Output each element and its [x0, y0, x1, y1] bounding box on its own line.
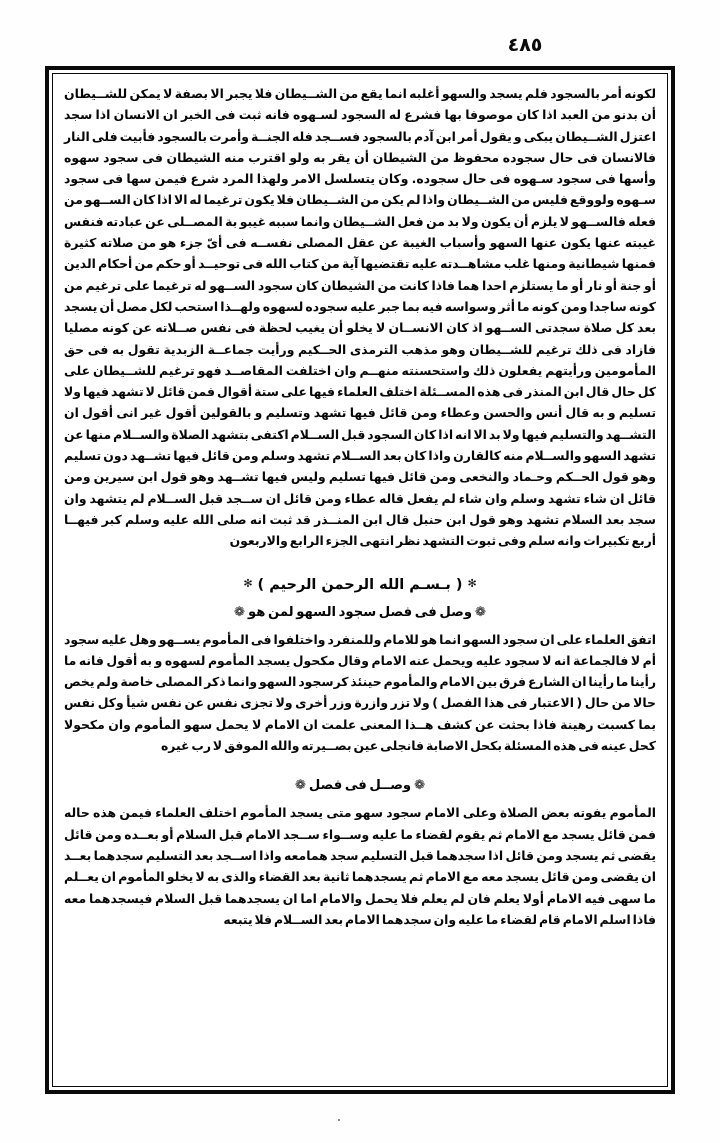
ornament-star-right: ✻ [243, 576, 253, 590]
ornament-flower-right-1: ❁ [234, 604, 245, 620]
text-column [53, 74, 667, 936]
page-number [0, 34, 720, 56]
basmala [64, 573, 656, 596]
ornament-flower-left-1: ❁ [475, 604, 486, 620]
scan-speck [338, 1119, 340, 1121]
text-frame-inner-rule [52, 73, 668, 1087]
ornament-flower-right-2: ❁ [294, 778, 306, 794]
section-heading-2 [64, 776, 656, 796]
body-paragraph-3: المأموم يفوته بعض الصلاة وعلى الامام سجود سهو متى يسجد المأموم اختلف العلماء فيمن هذه حاله فمن قائل يسجد مع الامام ثم يقوم لقضاء ما عليه وســواء ســجد الامام قبل السلام أو بعــده ومن قائل يقضى ثم يسجد ومن قائل اذا سجدهما قبل التسليم سجد همامعه واذا اســجد بعد التسليم سجدهما بعــد ان يقضى ومن قائل يسجد معه مع الامام ثم يسجدهما ثانية بعد القضاء والذى به لا يخلو المأموم ان يعــلم ما سهى فيه الامام أولا يعلم فان لم يعلم فلا يحمل والامام اما ان يسجدهما قبل السلام فيسجدهما معه فاذا اسلم الامام قام لقضاء ما عليه وان سجدهما الامام بعد الســلام فلا يتبعه [64, 805, 656, 927]
body-paragraph-1: لكونه أمر بالسجود فلم يسجد والسهو أغلبه انما يقع من الشــيطان فلا يجبر الا بصفة لا يمكن للشــيطان أن بدنو من العبد اذا كان موصوفا بها فشرع له السجود لسـهوه فانه ثبت فى الخبر ان الانسان اذا سجد اعتزل الشــيطان يبكى و يقول أمر ابن آدم بالسجود فســجد فله الجنــة وأمرت بالسجود فأبيت فلى النار فالانسان فى حال سجوده محفوظ من الشيطان أن يقر به ولو اقترب منه الشيطان فى سجود سهوه وأسها فى سجود سـهوه فى حال سجوده. وكان يتسلسل الامر ولهذا المرد شرع فيمن سها فى سجود سـهوه ولووقع فليس من الشــيطان واذا لم يكن من الشــيطان فلا يكون ترغيما له الا اذا كان الســهو من فعله فالســهو لا يلزم أن يكون ولا بد من فعل الشــيطان وانما سببه غيبو بة المصــلى عن عبادته فنفس غيبته عنها يكون عنها السهو وأسباب الغيبة عن عقل المصلى نفســه فى أىّ جزء هو من صلاته كثيرة فمنها شيطانية ومنها غلب مشاهــدته عليه تقتضيها آية من كتاب الله فى توحيــد أو حكم من أحكام الدين أو جنة أو نار أو ما يستلزم احدا هما فاذا كانت من الشيطان كان سجود الســهو له ترغيما على ترغيم من كونه ساجدا ومن كونه ما أثر وسواسه فيه بما جبر عليه سجوده لسهوه ولهــذا استحب لكل مصل أن يسجد بعد كل صلاة سجدتى الســهو اذ كان الانســان لا يخلو أن يغيب لحظة فى نفس صــلاته عن كونه مصليا فازاد فى ذلك ترغيم للشــيطان وهو مذهب الترمذى الحــكيم ورأيت جماعــة الزبدية تقول به فى حق المأمومين ورأيتهم يفعلون ذلك واستحسنته منهــم وان اختلفت المقاصــد فهو ترغيم للشــيطان على كل حال قال ابن المنذر فى هذه المســئلة اختلف العلماء فيها على ستة أقوال فمن قائل لا تشهد فيها ولا تسليم و به قال أنس والحسن وعطاء ومن قائل فيها تشهد وتسليم و بالقولين أقول غير انى أقول ان التشــهد والتسليم فيها ولا بد الا انه اذا كان السجود قبل الســلام اكتفى بتشهد الصلاة والســلام منها عن تشهد السهو والســلام منه كالقارن واذا كان بعد الســلام تشهد وسلم ومن قائل فيها تشــهد دون تسليم وهو قول الحــكم وحـماد والنخعى ومن قائل فيها تسليم وليس فيها تشــهد وهو قول ابن سيرين ومن قائل ان شاء تشهد وسلم وان شاء لم يفعل قاله عطاء ومن قائل ان ســجد قبل الســلام لم يتشهد وان سجد بعد السلام تشهد وهو قول ابن حنبل قال ابن المنــذر قد ثبت انه صلى الله عليه وسلم كبر فيهــا أربع تكبيرات وانه سلم وفى ثبوت التشهد نظر انتهى الجزء الرابع والاربعون [64, 86, 656, 549]
page-number-label: ٤٨٥ [507, 34, 543, 56]
ornament-flower-left-2: ❁ [414, 778, 426, 794]
section-heading-1-text: وصل فى فصل سجود السهو لمن هو [247, 604, 473, 620]
section-heading-1 [64, 603, 656, 623]
basmala-text: ( بـسـم الله الرحمن الرحيم ) [257, 576, 463, 593]
body-paragraph-2: اتفق العلماء على ان سجود السهو انما هو للامام وللمنفرد واختلفوا فى المأموم يســهو وهل عليه سجود أم لا فالجماعة انه لا سجود عليه ويحمل عنه الامام وقال مكحول يسجد المأموم لسهوه و به أقول فانه ما رأينا ما رأينا ان الشارع فرق بين الامام والمأموم حينئذ كرسجود السهو وانما ذكر المصلى خاصة ولم يخص حالا من حال ( الاعتبار فى هذا الفصل ) ولا تزر وازرة وزر أخرى ولا تجزى نفس عن نفس شيأ وكل نفس بما كسبت رهينة فاذا بحثت عن كشف هــذا المعنى علمت ان الامام لا يحمل سهو المأموم وان مكحولا كحل عينه فى هذه المسئلة بكحل الاصابة فانجلى عين بصــيرته والله الموفق لا رب غيره [64, 631, 656, 754]
body-block-3 [64, 802, 656, 930]
section-heading-2-text: وصــل فى فصل [308, 778, 412, 794]
ornament-star-left: ✻ [467, 576, 477, 590]
body-block-1 [64, 83, 656, 552]
body-block-2 [64, 629, 656, 757]
text-frame-outer-rule [45, 66, 675, 1094]
